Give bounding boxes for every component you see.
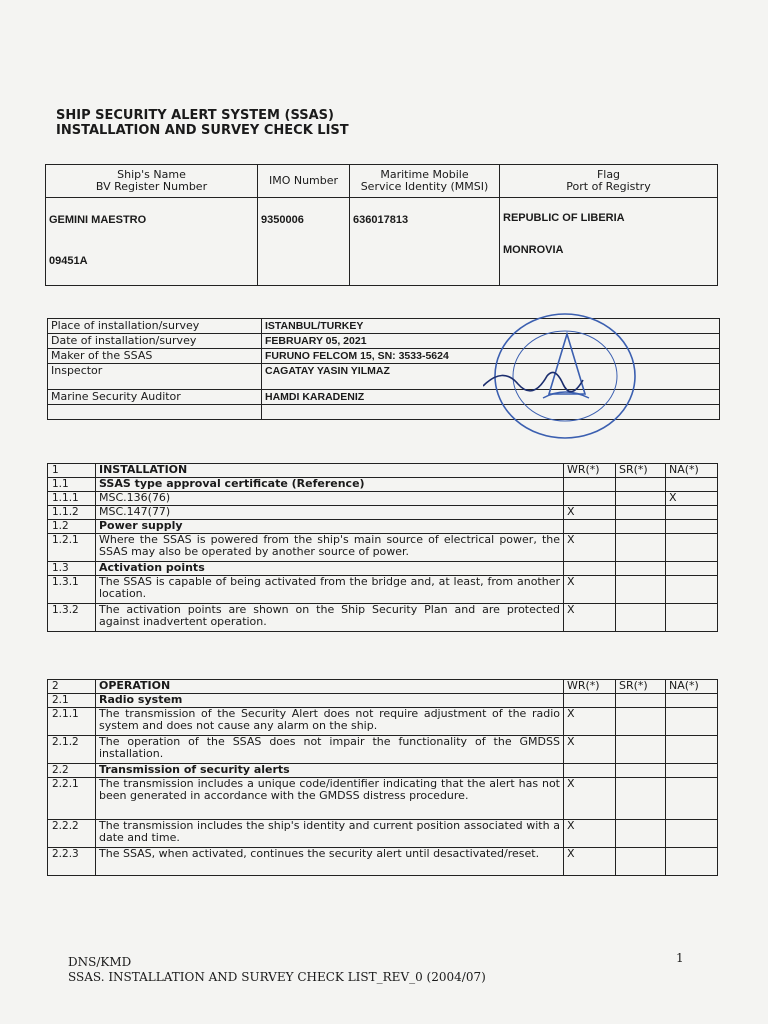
wr-mark: X <box>564 506 616 520</box>
checklist-section-title: OPERATION <box>96 680 564 694</box>
na-mark <box>666 506 718 520</box>
checklist-row <box>48 576 718 604</box>
item-text: Power supply <box>96 520 564 534</box>
survey-label: Marine Security Auditor <box>48 390 262 405</box>
sr-mark <box>616 736 666 764</box>
na-mark <box>666 820 718 848</box>
ship-name: GEMINI MAESTRO <box>49 214 147 226</box>
column-sr: SR(*) <box>616 680 666 694</box>
header-imo: IMO Number <box>258 165 350 198</box>
checklist-row <box>48 534 718 562</box>
item-text: The SSAS, when activated, continues the security alert until desactivated/reset. <box>96 848 564 876</box>
header-ship-name: Ship's Name BV Register Number <box>46 165 258 198</box>
checklist-row <box>48 520 718 534</box>
checklist-row <box>48 708 718 736</box>
na-mark <box>666 604 718 632</box>
imo-cell <box>258 198 350 286</box>
item-text: The SSAS is capable of being activated from the bridge and, at least, from another location. <box>96 576 564 604</box>
operation-checklist <box>47 679 718 876</box>
wr-mark: X <box>564 820 616 848</box>
checklist-row <box>48 736 718 764</box>
item-text: Radio system <box>96 694 564 708</box>
header-flag: Flag Port of Registry <box>500 165 718 198</box>
footer-document-id: SSAS. INSTALLATION AND SURVEY CHECK LIST_REV_0 (2004/07) <box>68 970 486 984</box>
checklist-row <box>48 506 718 520</box>
installation-checklist <box>47 463 718 632</box>
sr-mark <box>616 848 666 876</box>
item-number: 1.3.1 <box>48 576 96 604</box>
sr-mark <box>616 492 666 506</box>
item-text: The activation points are shown on the Ship Security Plan and are protected against inadvertent operation. <box>96 604 564 632</box>
item-number: 2.2.1 <box>48 778 96 820</box>
page-number: 1 <box>676 951 684 965</box>
item-number: 2.1.2 <box>48 736 96 764</box>
na-mark <box>666 534 718 562</box>
port-of-registry: MONROVIA <box>503 244 564 256</box>
survey-label: Inspector <box>48 364 262 390</box>
item-number: 2.1 <box>48 694 96 708</box>
survey-label: Place of installation/survey <box>48 319 262 334</box>
column-sr: SR(*) <box>616 464 666 478</box>
signature-mark <box>483 372 583 391</box>
item-text: SSAS type approval certificate (Reference) <box>96 478 564 492</box>
checklist-section-title: INSTALLATION <box>96 464 564 478</box>
wr-mark: X <box>564 708 616 736</box>
checklist-row <box>48 478 718 492</box>
checklist-row <box>48 820 718 848</box>
wr-mark: X <box>564 736 616 764</box>
wr-mark <box>564 694 616 708</box>
na-mark <box>666 478 718 492</box>
na-mark <box>666 708 718 736</box>
sr-mark <box>616 562 666 576</box>
checklist-row <box>48 492 718 506</box>
checklist-row <box>48 604 718 632</box>
item-number: 1.3 <box>48 562 96 576</box>
item-number: 2.1.1 <box>48 708 96 736</box>
wr-mark: X <box>564 604 616 632</box>
wr-mark <box>564 562 616 576</box>
item-text: The transmission of the Security Alert does not require adjustment of the radio system and does not cause any alarm on the ship. <box>96 708 564 736</box>
na-mark <box>666 520 718 534</box>
item-text: The transmission includes a unique code/identifier indicating that the alert has not been generated in accordance with the GMDSS distress procedure. <box>96 778 564 820</box>
survey-label: Date of installation/survey <box>48 334 262 349</box>
document-title <box>56 108 349 138</box>
column-na: NA(*) <box>666 680 718 694</box>
checklist-row <box>48 694 718 708</box>
na-mark <box>666 848 718 876</box>
column-na: NA(*) <box>666 464 718 478</box>
column-wr: WR(*) <box>564 680 616 694</box>
item-number: 2.2.3 <box>48 848 96 876</box>
wr-mark <box>564 520 616 534</box>
bv-register-number: 09451A <box>49 255 88 267</box>
item-text: MSC.136(76) <box>96 492 564 506</box>
column-wr: WR(*) <box>564 464 616 478</box>
sr-mark <box>616 764 666 778</box>
survey-value: ISTANBUL/TURKEY <box>262 319 720 334</box>
flag-cell <box>500 198 718 286</box>
title-line-2: INSTALLATION AND SURVEY CHECK LIST <box>56 123 349 138</box>
sr-mark <box>616 506 666 520</box>
item-number: 1.2.1 <box>48 534 96 562</box>
sr-mark <box>616 778 666 820</box>
wr-mark <box>564 764 616 778</box>
na-mark: X <box>666 492 718 506</box>
sr-mark <box>616 520 666 534</box>
sr-mark <box>616 478 666 492</box>
checklist-row <box>48 778 718 820</box>
survey-label <box>48 405 262 420</box>
sr-mark <box>616 820 666 848</box>
mmsi-number: 636017813 <box>353 214 409 226</box>
na-mark <box>666 764 718 778</box>
survey-label: Maker of the SSAS <box>48 349 262 364</box>
footer-reference: DNS/KMD <box>68 955 132 969</box>
na-mark <box>666 694 718 708</box>
sr-mark <box>616 576 666 604</box>
checklist-row <box>48 764 718 778</box>
wr-mark: X <box>564 848 616 876</box>
header-mmsi: Maritime Mobile Service Identity (MMSI) <box>350 165 500 198</box>
wr-mark: X <box>564 534 616 562</box>
flag-state: REPUBLIC OF LIBERIA <box>503 212 625 224</box>
item-number: 2.2.2 <box>48 820 96 848</box>
item-text: The transmission includes the ship's identity and current position associated with a date and time. <box>96 820 564 848</box>
checklist-header-row <box>48 680 718 694</box>
na-mark <box>666 576 718 604</box>
survey-value: FURUNO FELCOM 15, SN: 3533-5624 <box>262 349 720 364</box>
sr-mark <box>616 694 666 708</box>
checklist-section-number: 1 <box>48 464 96 478</box>
item-number: 1.3.2 <box>48 604 96 632</box>
na-mark <box>666 736 718 764</box>
checklist-row <box>48 562 718 576</box>
ship-particulars-table <box>45 164 718 286</box>
item-text: Where the SSAS is powered from the ship's main source of electrical power, the SSAS may also be operated by another source of power. <box>96 534 564 562</box>
checklist-header-row <box>48 464 718 478</box>
sr-mark <box>616 534 666 562</box>
survey-value: FEBRUARY 05, 2021 <box>262 334 720 349</box>
document-footer <box>68 955 486 985</box>
company-stamp <box>483 306 643 456</box>
item-number: 2.2 <box>48 764 96 778</box>
item-text: Transmission of security alerts <box>96 764 564 778</box>
item-number: 1.1.1 <box>48 492 96 506</box>
sr-mark <box>616 708 666 736</box>
checklist-section-number: 2 <box>48 680 96 694</box>
item-text: The operation of the SSAS does not impair the functionality of the GMDSS installation. <box>96 736 564 764</box>
checklist-row <box>48 848 718 876</box>
wr-mark: X <box>564 576 616 604</box>
imo-number: 9350006 <box>261 214 304 226</box>
na-mark <box>666 778 718 820</box>
survey-value: CAGATAY YASIN YILMAZ <box>262 364 720 390</box>
title-line-1: SHIP SECURITY ALERT SYSTEM (SSAS) <box>56 108 334 123</box>
wr-mark <box>564 478 616 492</box>
wr-mark: X <box>564 778 616 820</box>
mmsi-cell <box>350 198 500 286</box>
item-number: 1.1 <box>48 478 96 492</box>
survey-value: HAMDI KARADENIZ <box>262 390 720 405</box>
item-text: MSC.147(77) <box>96 506 564 520</box>
item-number: 1.2 <box>48 520 96 534</box>
item-number: 1.1.2 <box>48 506 96 520</box>
item-text: Activation points <box>96 562 564 576</box>
ship-name-cell <box>46 198 258 286</box>
na-mark <box>666 562 718 576</box>
wr-mark <box>564 492 616 506</box>
sr-mark <box>616 604 666 632</box>
